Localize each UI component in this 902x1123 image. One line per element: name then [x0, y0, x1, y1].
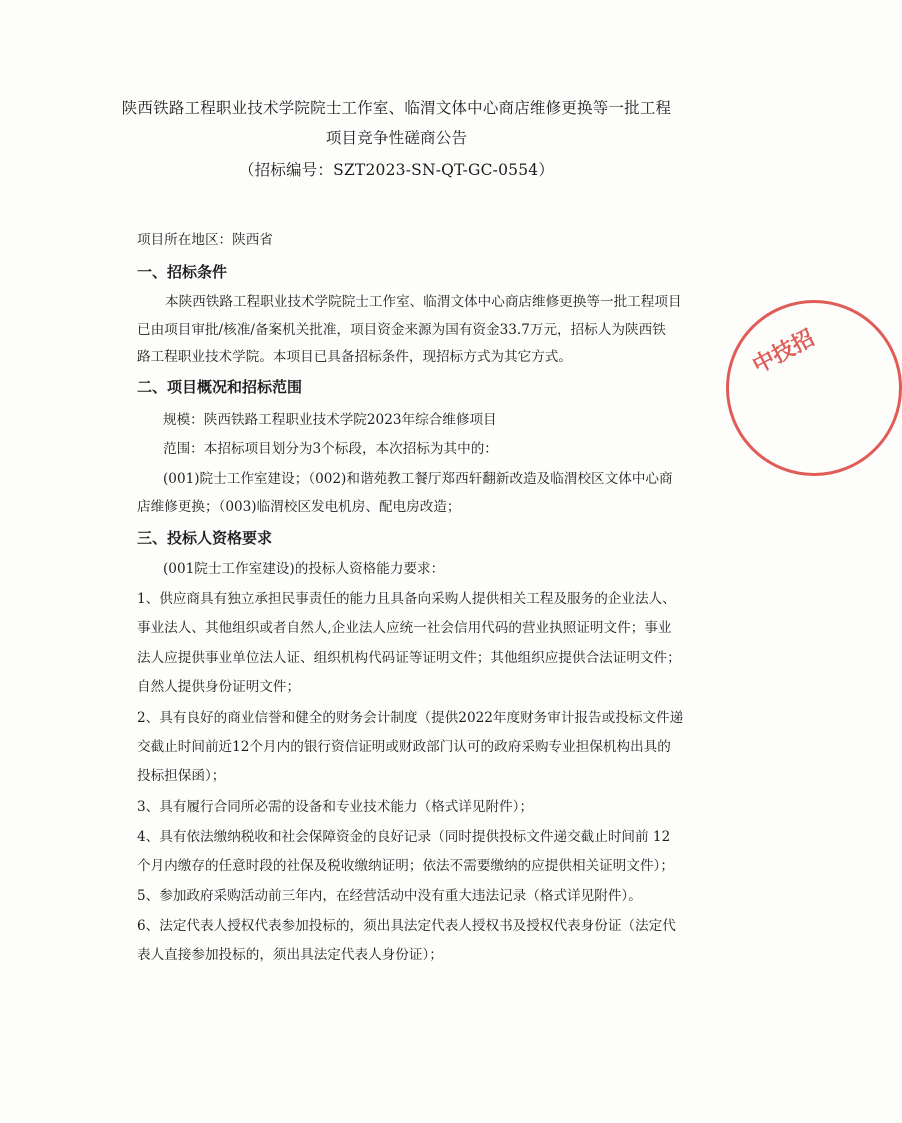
section-1-heading: 一、招标条件 [137, 263, 228, 281]
requirement-5: 5、参加政府采购活动前三年内，在经营活动中没有重大违法记录（格式详见附件）。 [137, 888, 642, 904]
requirement-3: 3、具有履行合同所必需的设备和专业技术能力（格式详见附件）； [137, 799, 534, 815]
red-seal-stamp [726, 300, 902, 476]
requirement-2-line-2: 交截止时间前近12个月内的银行资信证明或财政部门认可的政府采购专业担保机构出具的 [137, 739, 671, 755]
requirement-4-line-1: 4、具有依法缴纳税收和社会保障资金的良好记录（同时提供投标文件递交截止时间前 12 [137, 829, 671, 845]
requirement-4-line-2: 个月内缴存的任意时段的社保及税收缴纳证明；依法不需要缴纳的应提供相关证明文件）； [137, 858, 674, 874]
title-line-1: 陕西铁路工程职业技术学院院士工作室、临渭文体中心商店维修更换等一批工程 [121, 99, 672, 117]
section-2-heading: 二、项目概况和招标范围 [137, 378, 303, 396]
requirement-1-line-4: 自然人提供身份证明文件； [137, 679, 301, 695]
section-2-lots-line-2: 店维修更换；（003)临渭校区发电机房、配电房改造； [137, 499, 461, 515]
section-3-heading: 三、投标人资格要求 [137, 529, 273, 547]
tender-number: （招标编号：SZT2023-SN-QT-GC-0554） [238, 161, 555, 179]
requirement-2-line-1: 2、具有良好的商业信誉和健全的财务会计制度（提供2022年度财务审计报告或投标文件递 [137, 710, 684, 726]
requirement-1-line-2: 事业法人、其他组织或者自然人,企业法人应统一社会信用代码的营业执照证明文件；事业 [137, 620, 672, 636]
section-1-para-line-3: 路工程职业技术学院。本项目已具备招标条件，现招标方式为其它方式。 [137, 349, 572, 365]
section-2-scale: 规模：陕西铁路工程职业技术学院2023年综合维修项目 [163, 412, 497, 428]
requirement-2-line-3: 投标担保函）； [137, 768, 226, 784]
section-1-para-line-1: 本陕西铁路工程职业技术学院院士工作室、临渭文体中心商店维修更换等一批工程项目 [165, 294, 682, 310]
red-seal-text: 中技招 [748, 324, 819, 379]
requirement-1-line-1: 1、供应商具有独立承担民事责任的能力且具备向采购人提供相关工程及服务的企业法人、 [137, 591, 676, 607]
requirement-1-line-3: 法人应提供事业单位法人证、组织机构代码证等证明文件；其他组织应提供合法证明文件； [137, 650, 681, 666]
section-2-lots-line-1: (001)院士工作室建设；（002)和谐苑教工餐厅郑西轩翻新改造及临渭校区文体中心商 [163, 471, 673, 487]
section-3-intro: (001院士工作室建设)的投标人资格能力要求： [163, 561, 445, 577]
section-1-para-line-2: 已由项目审批/核准/备案机关批准，项目资金来源为国有资金33.7万元，招标人为陕西铁 [137, 322, 666, 338]
title-line-2: 项目竞争性磋商公告 [325, 129, 468, 147]
section-2-scope: 范围：本招标项目划分为3个标段，本次招标为其中的： [163, 441, 498, 457]
project-location: 项目所在地区：陕西省 [137, 232, 273, 248]
requirement-6-line-1: 6、法定代表人授权代表参加投标的，须出具法定代表人授权书及授权代表身份证（法定代 [137, 918, 676, 934]
requirement-6-line-2: 表人直接参加投标的，须出具法定代表人身份证）； [137, 947, 443, 963]
